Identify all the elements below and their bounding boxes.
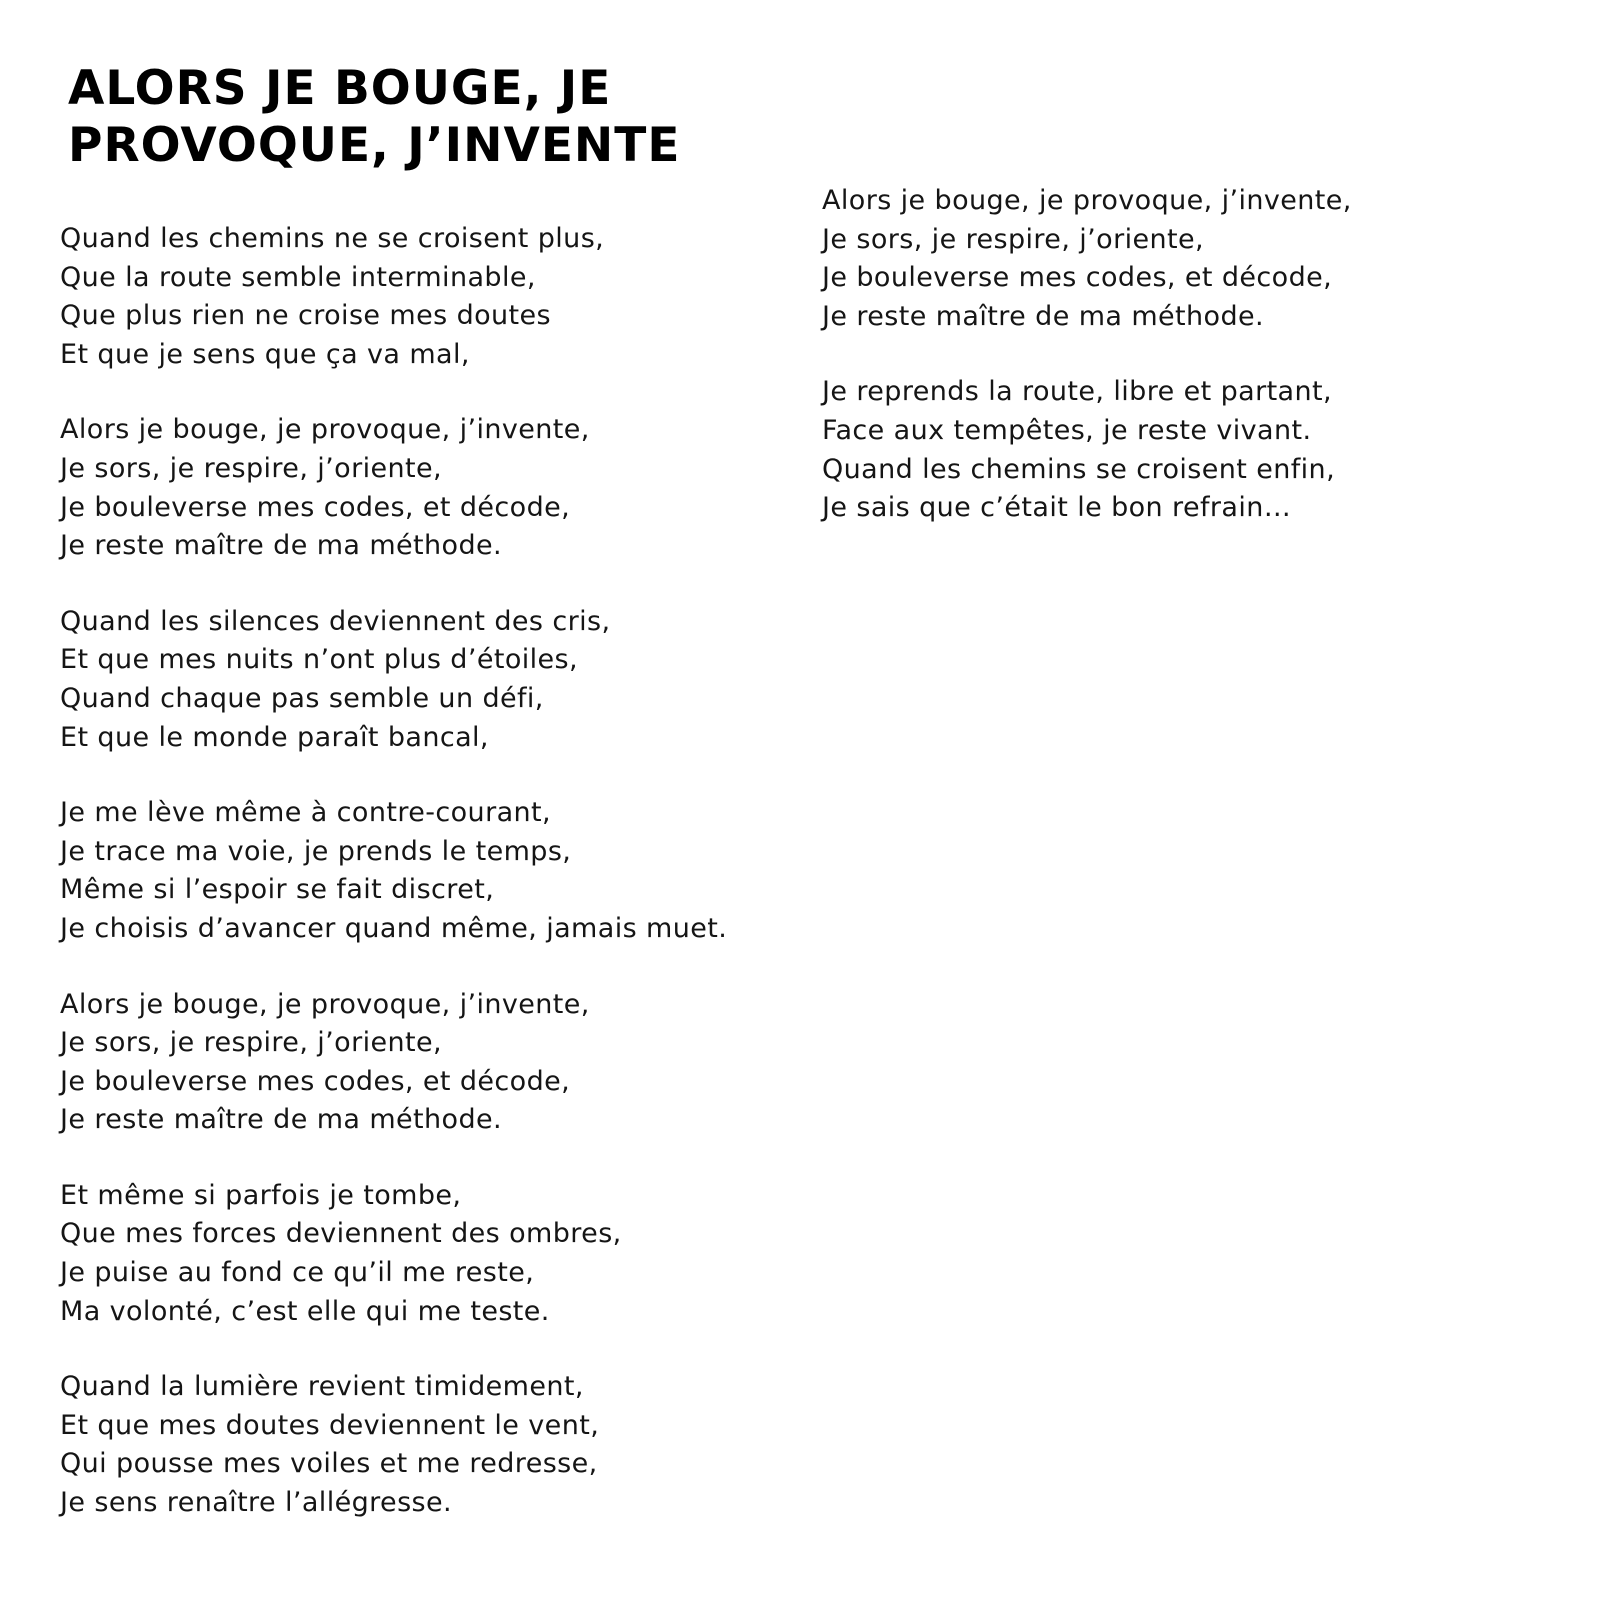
stanza — [822, 373, 1352, 527]
page-title — [68, 60, 680, 174]
lyric-line: Je choisis d’avancer quand même, jamais muet. — [60, 912, 728, 944]
lyric-line: Je bouleverse mes codes, et décode, — [60, 1065, 571, 1097]
lyric-line: Face aux tempêtes, je reste vivant. — [822, 414, 1312, 446]
lyric-line: Et même si parfois je tombe, — [60, 1179, 462, 1211]
lyric-line: Je bouleverse mes codes, et décode, — [822, 262, 1333, 294]
lyric-line: Alors je bouge, je provoque, j’invente, — [60, 988, 590, 1020]
stanza — [60, 220, 727, 374]
right-lyrics-column — [822, 182, 1352, 565]
lyric-line: Que mes forces deviennent des ombres, — [60, 1218, 622, 1250]
left-lyrics-column — [60, 220, 727, 1560]
lyric-line: Alors je bouge, je provoque, j’invente, — [822, 185, 1352, 216]
lyric-line: Même si l’espoir se fait discret, — [60, 874, 495, 906]
lyric-line: Je bouleverse mes codes, et décode, — [60, 491, 571, 523]
lyric-line: Je reste maître de ma méthode. — [60, 1104, 502, 1136]
title-line: ALORS JE BOUGE, JE — [68, 61, 612, 116]
lyric-line: Je reste maître de ma méthode. — [822, 300, 1264, 332]
lyric-line: Je reprends la route, libre et partant, — [822, 376, 1332, 408]
stanza — [60, 1368, 727, 1522]
stanza — [60, 411, 727, 565]
lyric-line: Quand chaque pas semble un défi, — [60, 682, 544, 714]
lyric-line: Quand les silences deviennent des cris, — [60, 605, 611, 637]
stanza — [60, 1177, 727, 1331]
lyric-line: Et que je sens que ça va mal, — [60, 338, 470, 370]
title-line: PROVOQUE, J’INVENTE — [68, 118, 681, 173]
lyric-line: Je reste maître de ma méthode. — [60, 530, 502, 562]
lyric-line: Je sais que c’était le bon refrain… — [822, 492, 1292, 524]
lyric-line: Et que mes doutes deviennent le vent, — [60, 1409, 600, 1441]
lyric-line: Alors je bouge, je provoque, j’invente, — [60, 414, 590, 446]
lyric-line: Quand la lumière revient timidement, — [60, 1371, 584, 1403]
lyric-line: Je sors, je respire, j’oriente, — [60, 1027, 442, 1059]
lyric-line: Quand les chemins ne se croisent plus, — [60, 223, 605, 254]
stanza — [822, 182, 1352, 336]
lyric-line: Que plus rien ne croise mes doutes — [60, 300, 552, 332]
lyric-line: Qui pousse mes voiles et me redresse, — [60, 1448, 598, 1480]
lyric-line: Je trace ma voie, je prends le temps, — [60, 835, 572, 867]
stanza — [60, 794, 727, 948]
lyric-line: Que la route semble interminable, — [60, 261, 536, 293]
lyric-line: Je sors, je respire, j’oriente, — [60, 452, 442, 484]
lyric-line: Quand les chemins se croisent enfin, — [822, 453, 1336, 485]
lyric-line: Je puise au fond ce qu’il me reste, — [60, 1257, 535, 1289]
lyric-line: Je sens renaître l’allégresse. — [60, 1487, 452, 1519]
stanza — [60, 603, 727, 757]
stanza — [60, 986, 727, 1140]
lyric-line: Et que le monde paraît bancal, — [60, 721, 489, 753]
lyric-line: Je me lève même à contre-courant, — [60, 797, 551, 829]
lyric-line: Ma volonté, c’est elle qui me teste. — [60, 1295, 550, 1327]
lyric-line: Et que mes nuits n’ont plus d’étoiles, — [60, 644, 578, 676]
lyric-line: Je sors, je respire, j’oriente, — [822, 223, 1204, 255]
